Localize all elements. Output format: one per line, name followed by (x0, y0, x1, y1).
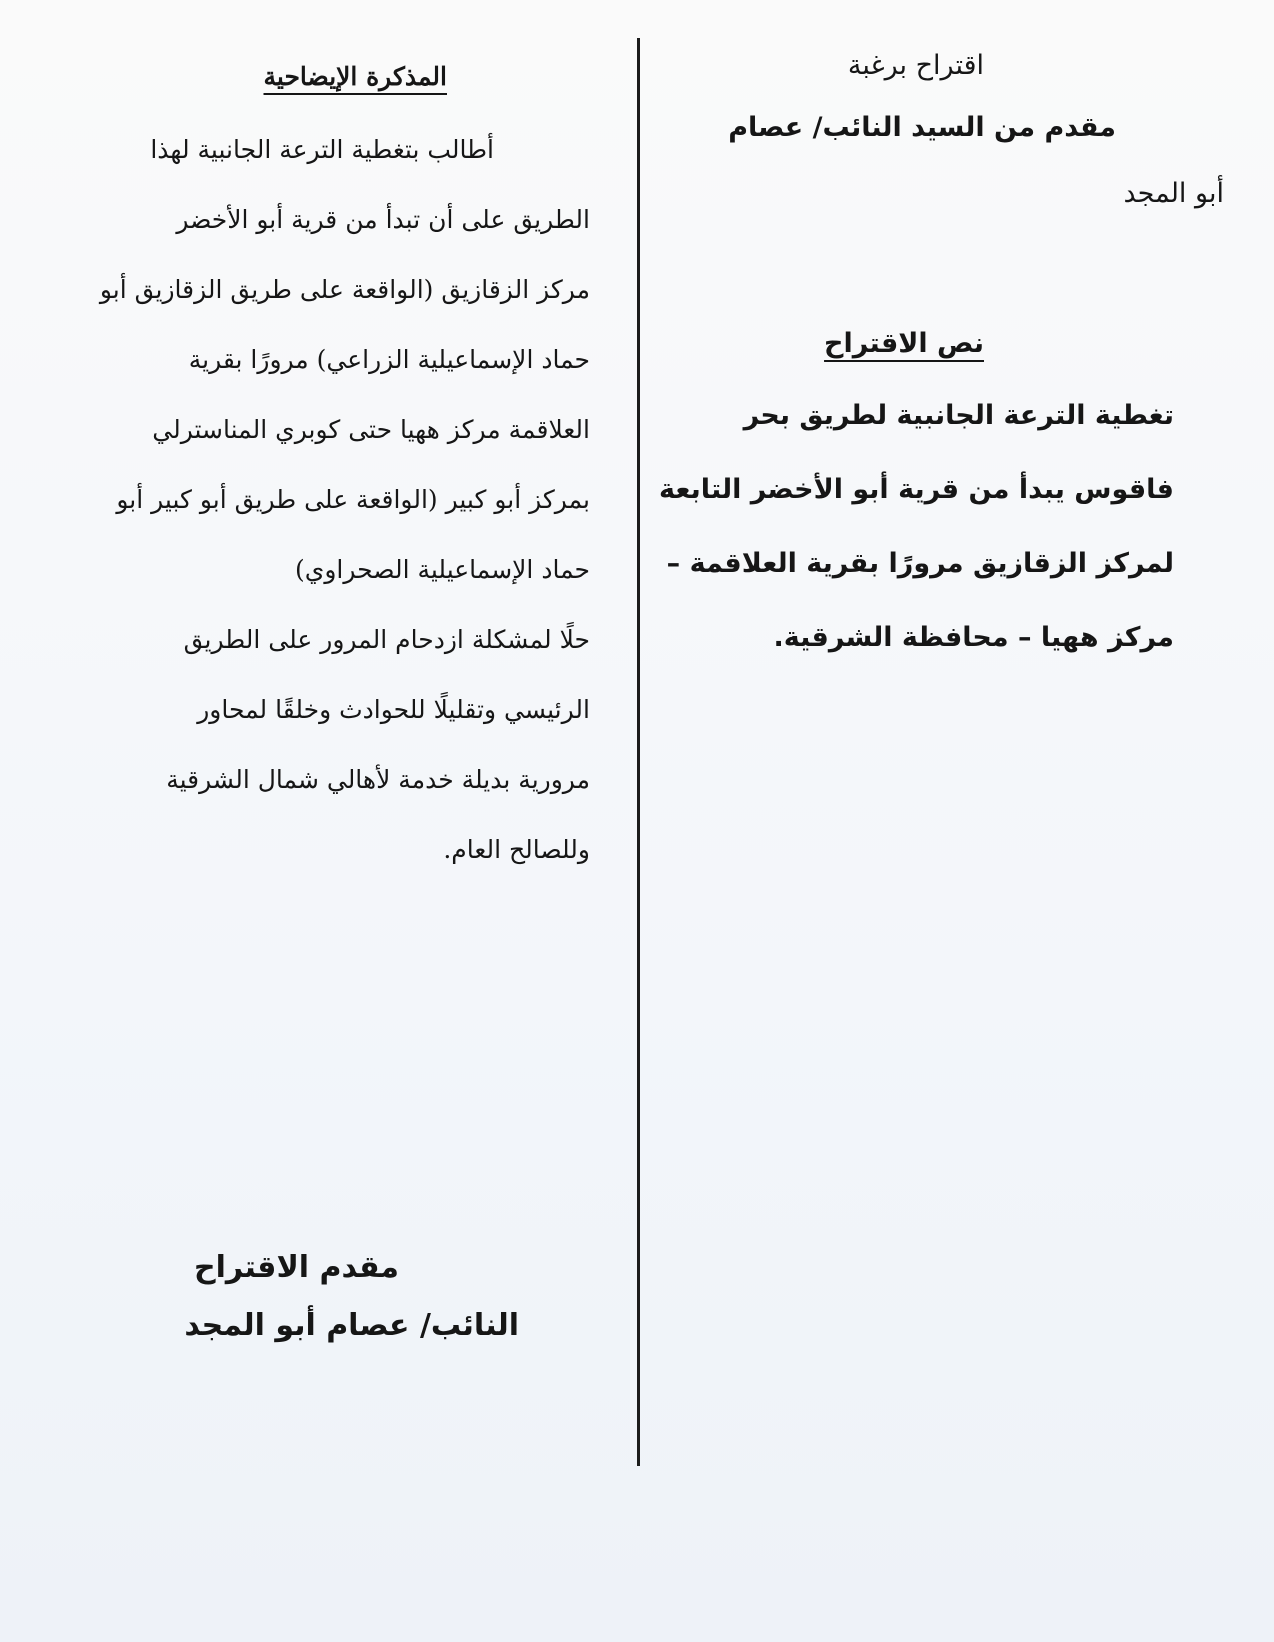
memo-line: مرورية بديلة خدمة لأهالي شمال الشرقية (166, 765, 590, 794)
proposal-text-line: لمركز الزقازيق مرورًا بقرية العلاقمة – (666, 548, 1174, 579)
memo-line: حلًا لمشكلة ازدحام المرور على الطريق (183, 625, 590, 654)
memo-line: حماد الإسماعيلية الزراعي) مرورًا بقرية (188, 345, 590, 374)
proposal-text-line: مركز ههيا – محافظة الشرقية. (773, 622, 1174, 653)
memo-line: حماد الإسماعيلية الصحراوي) (295, 555, 590, 584)
memo-line: الرئيسي وتقليلًا للحوادث وخلقًا لمحاور (197, 695, 590, 724)
proposal-heading: اقتراح برغبة (847, 50, 984, 81)
proposal-text-line: تغطية الترعة الجانبية لطريق بحر (743, 400, 1174, 431)
memo-line: مركز الزقازيق (الواقعة على طريق الزقازيق أبو (99, 275, 590, 304)
proposal-text-line: فاقوس يبدأ من قرية أبو الأخضر التابعة (659, 474, 1174, 505)
memo-title: المذكرة الإيضاحية (263, 62, 447, 91)
memo-line: العلاقمة مركز ههيا حتى كوبري المناسترلي (152, 415, 590, 444)
signature-label: مقدم الاقتراح (193, 1250, 399, 1285)
submitted-by-line2: أبو المجد (1123, 178, 1224, 209)
column-divider (637, 38, 640, 1466)
proposal-text-title: نص الاقتراح (824, 328, 984, 359)
submitted-by-line1: مقدم من السيد النائب/ عصام (728, 112, 1116, 143)
memo-line: وللصالح العام. (443, 835, 590, 864)
memo-line: الطريق على أن تبدأ من قرية أبو الأخضر (176, 205, 590, 234)
memo-line: أطالب بتغطية الترعة الجانبية لهذا (150, 135, 494, 164)
memo-line: بمركز أبو كبير (الواقعة على طريق أبو كبير أبو (116, 485, 590, 514)
signature-name: النائب/ عصام أبو المجد (184, 1308, 519, 1343)
